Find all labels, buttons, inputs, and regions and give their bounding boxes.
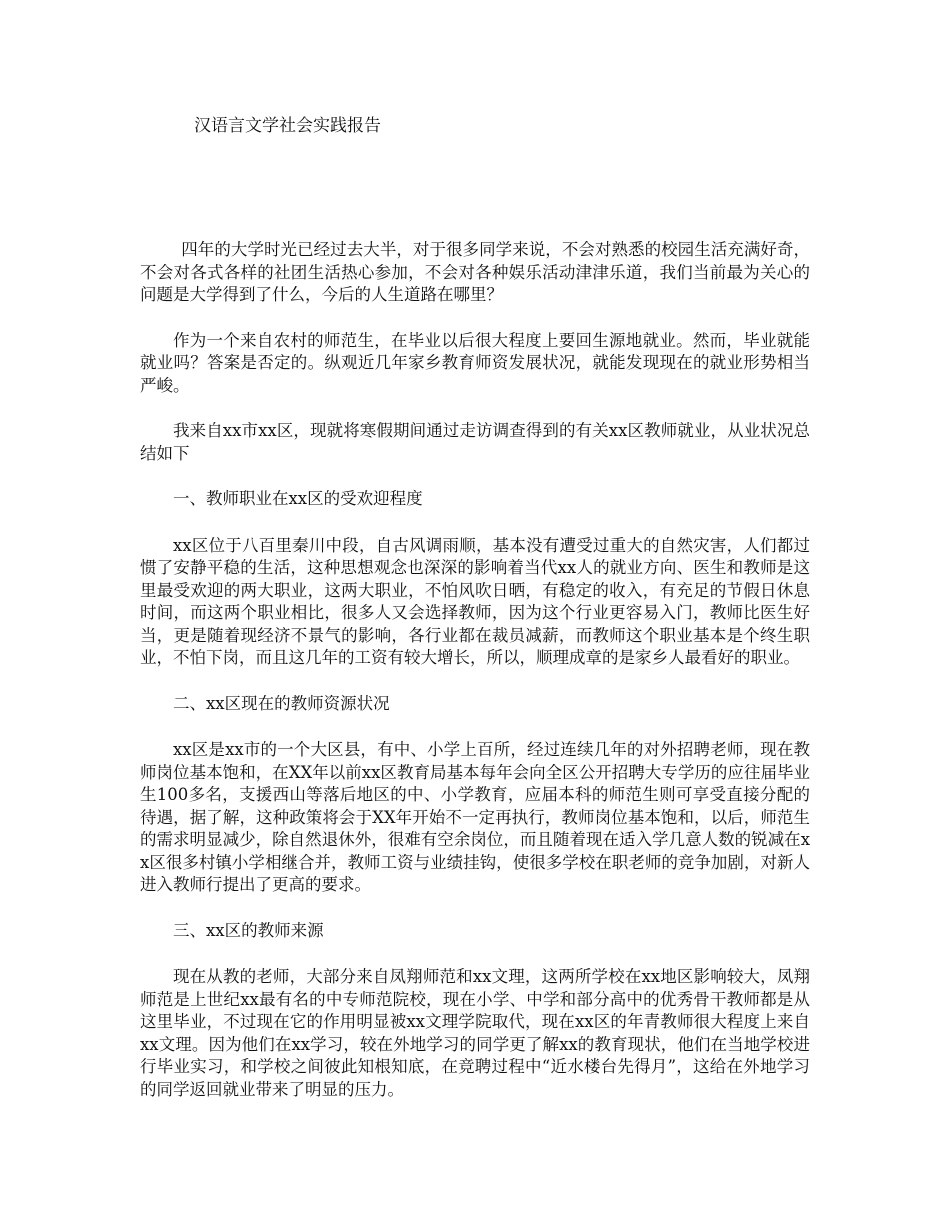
paragraph: 我来自xx市xx区，现就将寒假期间通过走访调查得到的有关xx区教师就业，从业状况总结如下 (140, 421, 810, 463)
section-heading: 一、教师职业在xx区的受欢迎程度 (173, 489, 423, 508)
document-body (140, 239, 810, 1124)
paragraph: 作为一个来自农村的师范生，在毕业以后很大程度上要回生源地就业。然而，毕业就能就业吗？答案是否定的。纵观近几年家乡教育师资发展状况，就能发现现在的就业形势相当严峻。 (140, 330, 810, 395)
document-title: 汉语言文学社会实践报告 (194, 116, 381, 136)
section-heading: 三、xx区的教师来源 (173, 920, 324, 940)
paragraph: xx区是xx市的一个大区县，有中、小学上百所，经过连续几年的对外招聘老师，现在教师岗位基本饱和，在XX年以前xx区教育局基本每年会向全区公开招聘大专学历的应往届毕业生100多名，支援西山等落后地区的中、小学教育，应届本科的师范生则可享受直接分配的待遇，据了解，这种政策将会于XX年开始不一定再执行，教师岗位基本饱和，以后，师范生的需求明显减少，除自然退休外，很难有空余岗位，而且随着现在适入学几意人数的锐减在xx区很多村镇小学相继合并，教师工资与业绩挂钩，使很多学校在职老师的竞争加剧，对新人进入教师行提出了更高的要求。 (140, 740, 810, 894)
paragraph: 现在从教的老师，大部分来自凤翔师范和xx文理，这两所学校在xx地区影响较大，凤翔师范是上世纪xx最有名的中专师范院校，现在小学、中学和部分高中的优秀骨干教师都是从这里毕业，不过现在它的作用明显被xx文理学院取代，现在xx区的年青教师很大程度上来自xx文理。因为他们在xx学习，较在外地学习的同学更了解xx的教育现状，他们在当地学校进行毕业实习，和学校之间彼此知根知底，在竞聘过程中“近水楼台先得月”，这给在外地学习的同学返回就业带来了明显的压力。 (140, 967, 810, 1099)
paragraph: xx区位于八百里秦川中段，自古风调雨顺，基本没有遭受过重大的自然灾害，人们都过惯了安静平稳的生活，这种思想观念也深深的影响着当代xx人的就业方向、医生和教师是这里最受欢迎的两大职业，这两大职业，不怕风吹日晒，有稳定的收入，有充足的节假日休息时间，而这两个职业相比，很多人又会选择教师，因为这个行业更容易入门，教师比医生好当，更是随着现经济不景气的影响，各行业都在裁员减薪，而教师这个职业基本是个终生职业，不怕下岗，而且这几年的工资有较大增长，所以，顺理成章的是家乡人最看好的职业。 (140, 535, 810, 667)
paragraph: 四年的大学时光已经过去大半，对于很多同学来说，不会对熟悉的校园生活充满好奇，不会对各式各样的社团生活热心参加，不会对各种娱乐活动津津乐道，我们当前最为关心的问题是大学得到了什么，今后的人生道路在哪里？ (140, 240, 810, 304)
section-heading: 二、xx区现在的教师资源状况 (173, 693, 390, 713)
